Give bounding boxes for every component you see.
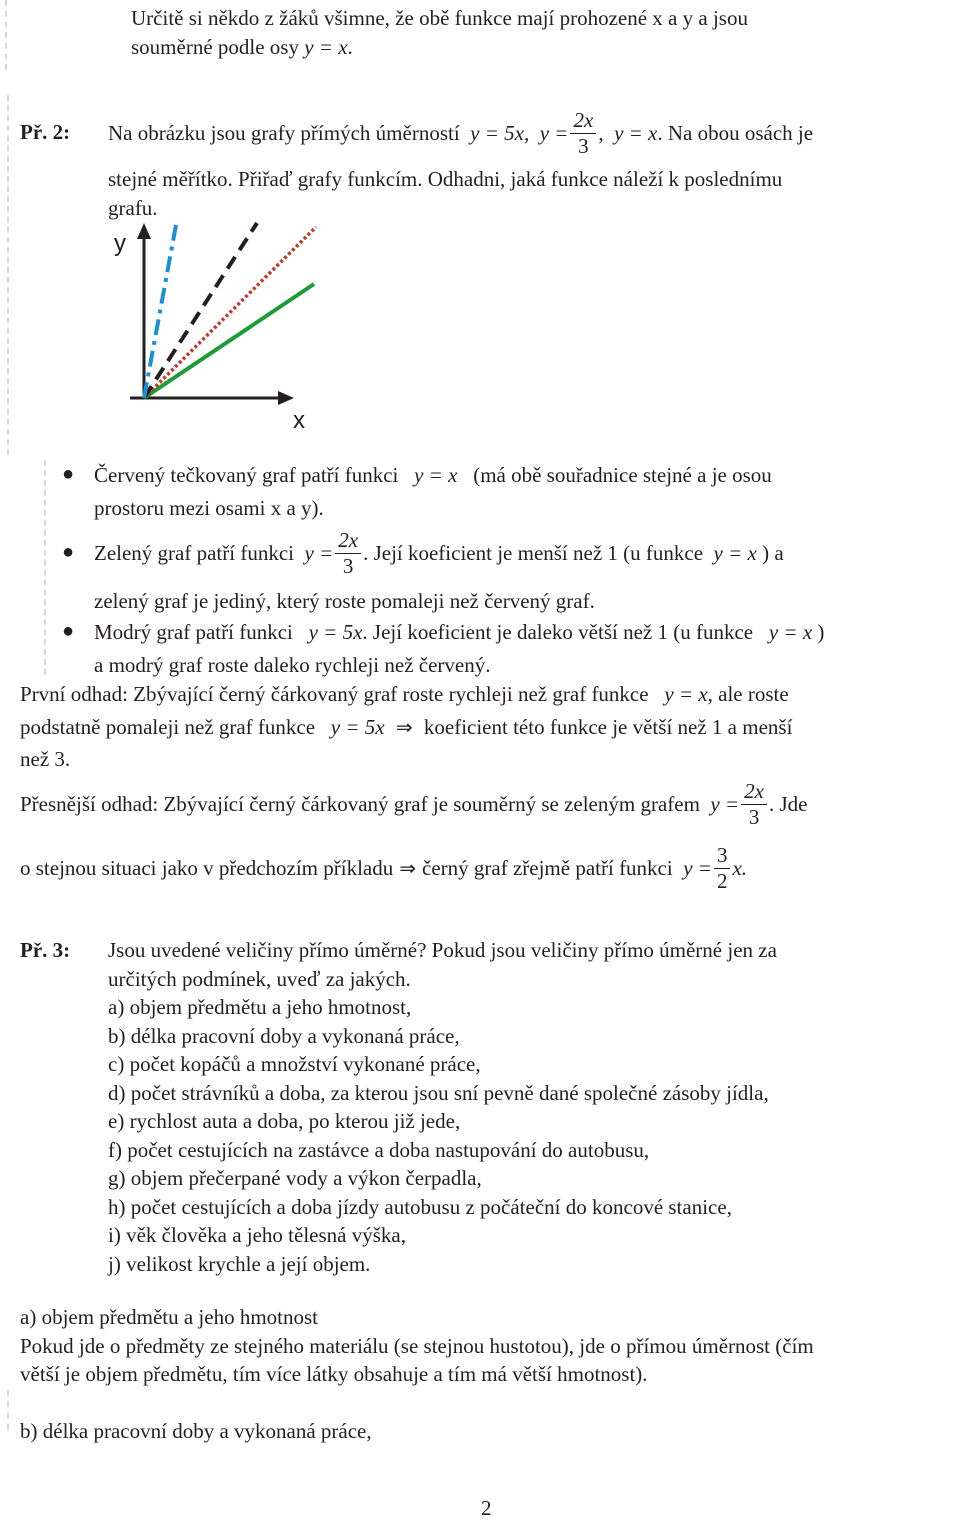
- guess1-line2-text-b: koeficient této funkce je větší než 1 a menší: [423, 715, 793, 739]
- guess2-line2-text: o stejnou situaci jako v předchozím příkladu: [20, 855, 394, 880]
- bullet-2-eq-fraction: [335, 528, 361, 579]
- ex2-eq1: y = 5x: [470, 120, 524, 145]
- ex2-line-3: grafu.: [108, 196, 158, 220]
- proportionality-graph: [100, 215, 340, 440]
- bullet-2-text-c: ) a: [762, 540, 784, 565]
- guess1-text: První odhad: Zbývající černý čárkovaný graf roste rychleji než graf funkce: [20, 682, 649, 706]
- margin-marker-left: [7, 95, 9, 455]
- guess2-eq-denominator: 3: [748, 804, 760, 829]
- implies-arrow-icon: ⇒: [399, 855, 417, 880]
- answer-b-title: b) délka pracovní doby a vykonaná práce,: [20, 1419, 372, 1443]
- guess1-line2-text: podstatně pomaleji než graf funkce: [20, 715, 316, 739]
- intro-text: souměrné podle osy: [131, 35, 299, 59]
- answer-a-title: a) objem předmětu a jeho hmotnost: [20, 1305, 319, 1329]
- bullet-2-line-2: zelený graf je jediný, který roste pomaleji než červený graf.: [94, 589, 595, 613]
- bullet-2-line-1: [94, 525, 784, 581]
- ex3-item-e: e) rychlost auta a doba, po kterou již jede,: [108, 1109, 461, 1133]
- bullet-3-line-2: a modrý graf roste daleko rychleji než červený.: [94, 653, 491, 677]
- answer-a-line-2: větší je objem předmětu, tím více látky obsahuje a tím má větší hmotnost).: [20, 1362, 648, 1386]
- ex3-label: Př. 3:: [20, 938, 71, 962]
- ex3-item-d: d) počet strávníků a doba, za kterou jsou sní pevně dané společné zásoby jídla,: [108, 1081, 769, 1105]
- ex3-item-h: h) počet cestujících a doba jízdy autobusu z počáteční do koncové stanice,: [108, 1195, 732, 1219]
- bullet-marker-2: ●: [62, 541, 75, 563]
- y-axis: [137, 223, 151, 398]
- guess2-text-b: . Jde: [769, 791, 808, 816]
- guess1-line-3: než 3.: [20, 747, 71, 771]
- intro-line-1: Určitě si někdo z žáků všimne, že obě funkce mají prohozené x a y a jsou: [131, 6, 748, 30]
- answer-a-line-1: Pokud jde o předměty ze stejného materiálu (se stejnou hustotou), jde o přímou úměrnost (čím: [20, 1334, 814, 1358]
- ex3-line-2: určitých podmínek, uveď za jakých.: [108, 967, 411, 991]
- bullet-2-eq2: y = x: [713, 540, 757, 565]
- bullet-1-line-2: prostoru mezi osami x a y).: [94, 496, 324, 520]
- ex2-line-2: stejné měřítko. Přiřaď grafy funkcím. Odhadni, jaká funkce náleží k poslednímu: [108, 167, 783, 191]
- guess2-eq-fraction: [741, 779, 767, 830]
- ex2-text-b: . Na obou osách je: [657, 120, 814, 145]
- guess2-eq-lhs: y =: [710, 791, 740, 816]
- ex2-eq2-numerator: 2x: [570, 108, 596, 134]
- bullet-3-line-1: [94, 618, 824, 647]
- implies-arrow-icon: ⇒: [395, 715, 413, 739]
- bullet-3-eq: y = 5x: [308, 620, 363, 644]
- guess1-line-1: [20, 680, 789, 709]
- ex2-text: Na obrázku jsou grafy přímých úměrností: [108, 120, 460, 145]
- guess2-text: Přesnější odhad: Zbývající černý čárkovaný graf je souměrný se zeleným grafem: [20, 791, 700, 816]
- ex3-item-c: c) počet kopáčů a množství vykonané práce,: [108, 1052, 481, 1076]
- bullet-2-eq-denominator: 3: [342, 553, 354, 578]
- bullet-2-eq-lhs: y =: [304, 540, 334, 565]
- margin-marker-bottom: [7, 1390, 9, 1430]
- margin-marker-bullets: [44, 460, 46, 675]
- ex2-eq2-fraction: [570, 108, 596, 159]
- ex3-item-f: f) počet cestujících na zastávce a doba nastupování do autobusu,: [108, 1138, 650, 1162]
- ex3-item-a: a) objem předmětu a jeho hmotnost,: [108, 995, 412, 1019]
- intro-equation: y = x: [304, 35, 348, 59]
- bullet-marker-3: ●: [62, 620, 75, 642]
- graph-line-red-dotted: [144, 227, 316, 398]
- guess2-eq2-lhs: y =: [683, 855, 712, 880]
- ex3-item-g: g) objem přečerpané vody a výkon čerpadla,: [108, 1166, 482, 1190]
- guess2-eq2-denominator: 2: [716, 868, 728, 893]
- guess2-line-2: [20, 840, 747, 896]
- ex2-eq3: y = x: [614, 120, 658, 145]
- bullet-3-text: Modrý graf patří funkci: [94, 620, 293, 644]
- intro-period: .: [347, 35, 353, 59]
- bullet-1-eq: y = x: [414, 463, 458, 487]
- ex2-eq2-denominator: 3: [578, 133, 589, 158]
- guess1-line-2: [20, 713, 792, 742]
- bullet-marker-1: ●: [62, 463, 75, 485]
- bullet-2-text-b: . Její koeficient je menší než 1 (u funkce: [363, 540, 704, 565]
- ex3-line-1: Jsou uvedené veličiny přímo úměrné? Pokud jsou veličiny přímo úměrné jen za: [108, 938, 777, 962]
- ex3-item-j: j) velikost krychle a její objem.: [108, 1252, 371, 1276]
- bullet-1-text: Červený tečkovaný graf patří funkci: [94, 463, 399, 487]
- guess1-line2-eq: y = 5x: [330, 715, 385, 739]
- axis-label-y: y: [114, 230, 126, 257]
- guess2-eq2-rhs: x.: [732, 855, 748, 880]
- bullet-2-eq-numerator: 2x: [335, 528, 361, 554]
- guess1-text-b: , ale roste: [707, 682, 789, 706]
- bullet-1-text-b: (má obě souřadnice stejné a je osou: [473, 463, 772, 487]
- guess2-line2-text-b: černý graf zřejmě patří funkci: [422, 855, 673, 880]
- bullet-3-text-c: ): [817, 620, 825, 644]
- intro-line-2: [131, 33, 353, 62]
- margin-marker-top: [5, 0, 7, 70]
- ex2-eq2-lhs: y =: [539, 120, 569, 145]
- bullet-3-text-b: . Její koeficient je daleko větší než 1 (u funkce: [362, 620, 754, 644]
- guess2-eq2-fraction: [714, 843, 731, 894]
- guess1-eq: y = x: [664, 682, 708, 706]
- bullet-1-line-1: [94, 461, 772, 490]
- ex3-item-b: b) délka pracovní doby a vykonaná práce,: [108, 1024, 460, 1048]
- ex2-line-1: Na obrázku jsou grafy přímých úměrností y = 5x , y = $\frac{2x}{3}$ , y = x . Na obou osách je: [108, 107, 814, 158]
- guess2-eq-numerator: 2x: [741, 779, 767, 805]
- ex3-item-i: i) věk člověka a jeho tělesná výška,: [108, 1223, 406, 1247]
- bullet-3-eq2: y = x: [768, 620, 813, 644]
- guess2-line-1: [20, 776, 808, 832]
- page-number: 2: [481, 1496, 492, 1520]
- graph-line-green: [144, 284, 314, 398]
- axis-label-x: x: [293, 407, 305, 434]
- bullet-2-text: Zelený graf patří funkci: [94, 540, 294, 565]
- ex2-label: Př. 2:: [20, 120, 71, 144]
- guess2-eq2-numerator: 3: [714, 843, 731, 869]
